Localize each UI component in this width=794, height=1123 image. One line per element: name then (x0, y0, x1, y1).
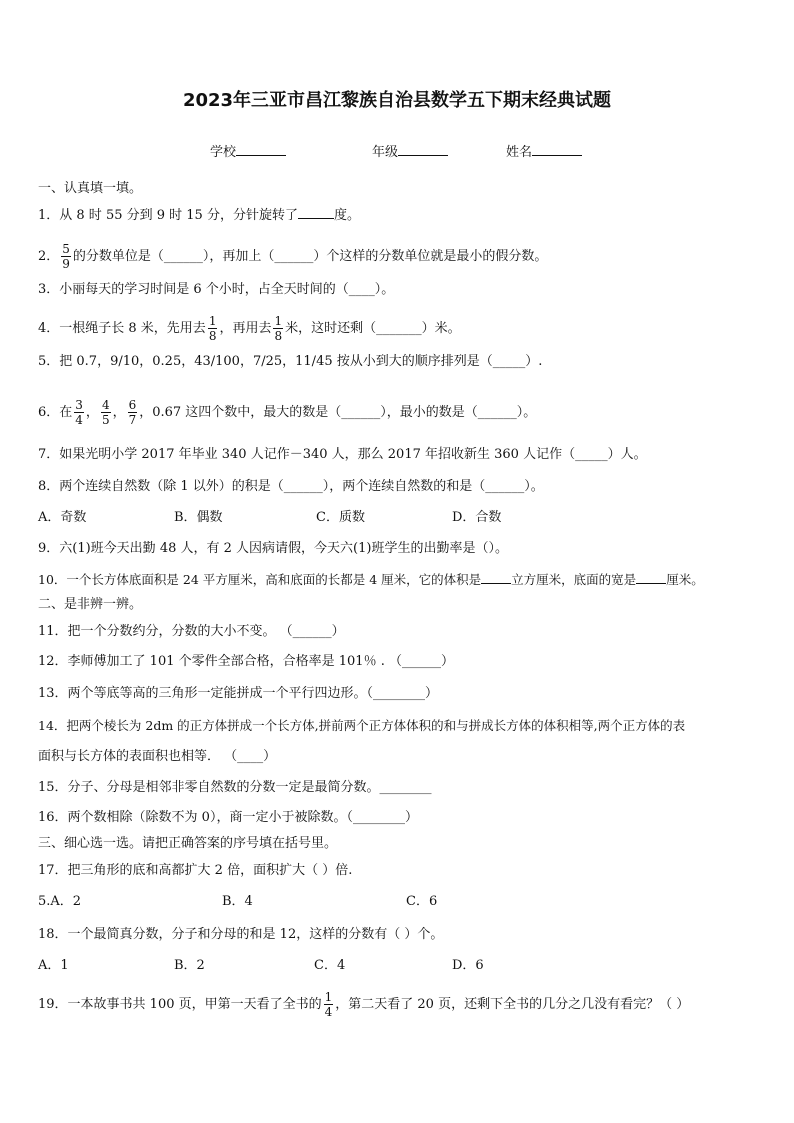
question-15: 15．分子、分母是相邻非零自然数的分数一定是最简分数。________ (38, 780, 432, 795)
question-14-line-1: 14．把两个棱长为 2dm 的正方体拼成一个长方体,拼前两个正方体体积的和与拼成长方体的体积相等,两个正方体的表 (38, 718, 686, 733)
question-1: 1．从 8 时 55 分到 9 时 15 分，分针旋转了 度。 (38, 208, 360, 223)
grade-blank[interactable] (398, 143, 448, 156)
answer-blank[interactable] (636, 571, 666, 584)
option-b[interactable]: B．2 (174, 958, 205, 973)
name-label: 姓名 (506, 145, 533, 160)
question-19: 19．一本故事书共 100 页，甲第一天看了全书的 $\frac{1}{4}$ ，第二天看了 20 页，还剩下全书的几分之几没有看完？（ ） (38, 990, 690, 1019)
question-5: 5．把 0.7，9/10，0.25，43/100，7/25，11/45 按从小到大的顺序排列是（_____）. (38, 354, 543, 369)
question-3: 3．小丽每天的学习时间是 6 个小时，占全天时间的（____）。 (38, 282, 395, 297)
fraction: $\frac{1}{8}$ (208, 314, 217, 343)
page-title: 2023年三亚市昌江黎族自治县数学五下期末经典试题 (182, 90, 612, 111)
answer-blank[interactable] (298, 206, 334, 219)
question-14-line-2: 面积与长方体的表面积也相等． （____） (38, 749, 277, 764)
name-blank[interactable] (532, 143, 582, 156)
fraction: $\frac{1}{4}$ (324, 990, 333, 1019)
grade-field (372, 141, 448, 160)
option-a[interactable]: A．奇数 (38, 510, 87, 525)
option-b[interactable]: B．偶数 (174, 510, 223, 525)
section-heading-3: 三、细心选一选。请把正确答案的序号填在括号里。 (38, 836, 338, 851)
question-13: 13．两个等底等高的三角形一定能拼成一个平行四边形。（________） (38, 686, 439, 701)
grade-label: 年级 (372, 145, 399, 160)
question-4: 4．一根绳子长 8 米，先用去 $\frac{1}{8}$ ，再用去 $\frac{1}{8}$ 米，这时还剩（_______）米。 (38, 314, 461, 343)
fraction: $\frac{6}{7}$ (128, 398, 137, 427)
question-11: 11．把一个分数约分，分数的大小不变。 （______） (38, 624, 345, 639)
fraction: $\frac{1}{8}$ (274, 314, 283, 343)
question-12: 12．李师傅加工了 101 个零件全部合格，合格率是 101％ . （______） (38, 654, 454, 669)
question-2: 2． $\frac{5}{9}$ 的分数单位是（______），再加上（______）个这样的分数单位就是最小的假分数。 (38, 242, 548, 271)
option-d[interactable]: D．合数 (452, 510, 502, 525)
question-17: 17．把三角形的底和高都扩大 2 倍，面积扩大（ ）倍. (38, 863, 353, 878)
fraction: $\frac{5}{9}$ (62, 242, 70, 271)
school-field (210, 141, 286, 160)
school-blank[interactable] (236, 143, 286, 156)
option-a[interactable]: A．1 (38, 958, 69, 973)
question-10: 10．一个长方体底面积是 24 平方厘米，高和底面的长都是 4 厘米，它的体积是 立方厘米，底面的宽是 厘米。 (38, 572, 704, 587)
question-9: 9．六(1)班今天出勤 48 人，有 2 人因病请假，今天六(1)班学生的出勤率是（）。 (38, 541, 508, 556)
option-d[interactable]: D．6 (452, 958, 484, 973)
option-c[interactable]: C．质数 (316, 510, 365, 525)
question-16: 16．两个数相除（除数不为 0），商一定小于被除数。（________） (38, 810, 418, 825)
name-field (506, 141, 582, 160)
section-heading-1: 一、认真填一填。 (38, 181, 143, 196)
question-6: 6．在 $\frac{3}{4}$ ， $\frac{4}{5}$ ， $\frac{6}{7}$ ，0.67 这四个数中，最大的数是（______），最小的数是（______）。 (38, 398, 537, 427)
section-heading-2: 二、是非辨一辨。 (38, 597, 143, 612)
fraction: $\frac{3}{4}$ (75, 398, 83, 427)
school-label: 学校 (210, 145, 237, 160)
question-7: 7．如果光明小学 2017 年毕业 340 人记作－340 人，那么 2017 年招收新生 360 人记作（_____）人。 (38, 447, 647, 462)
option-b[interactable]: B．4 (222, 894, 253, 909)
fraction: $\frac{4}{5}$ (101, 398, 110, 427)
question-18: 18．一个最简真分数，分子和分母的和是 12，这样的分数有（ ）个。 (38, 927, 444, 942)
question-8: 8．两个连续自然数（除 1 以外）的积是（______），两个连续自然数的和是（______）。 (38, 479, 544, 494)
option-c[interactable]: C．4 (314, 958, 346, 973)
answer-blank[interactable] (481, 571, 511, 584)
option-a[interactable]: 5.A．2 (38, 894, 82, 909)
option-c[interactable]: C．6 (406, 894, 438, 909)
